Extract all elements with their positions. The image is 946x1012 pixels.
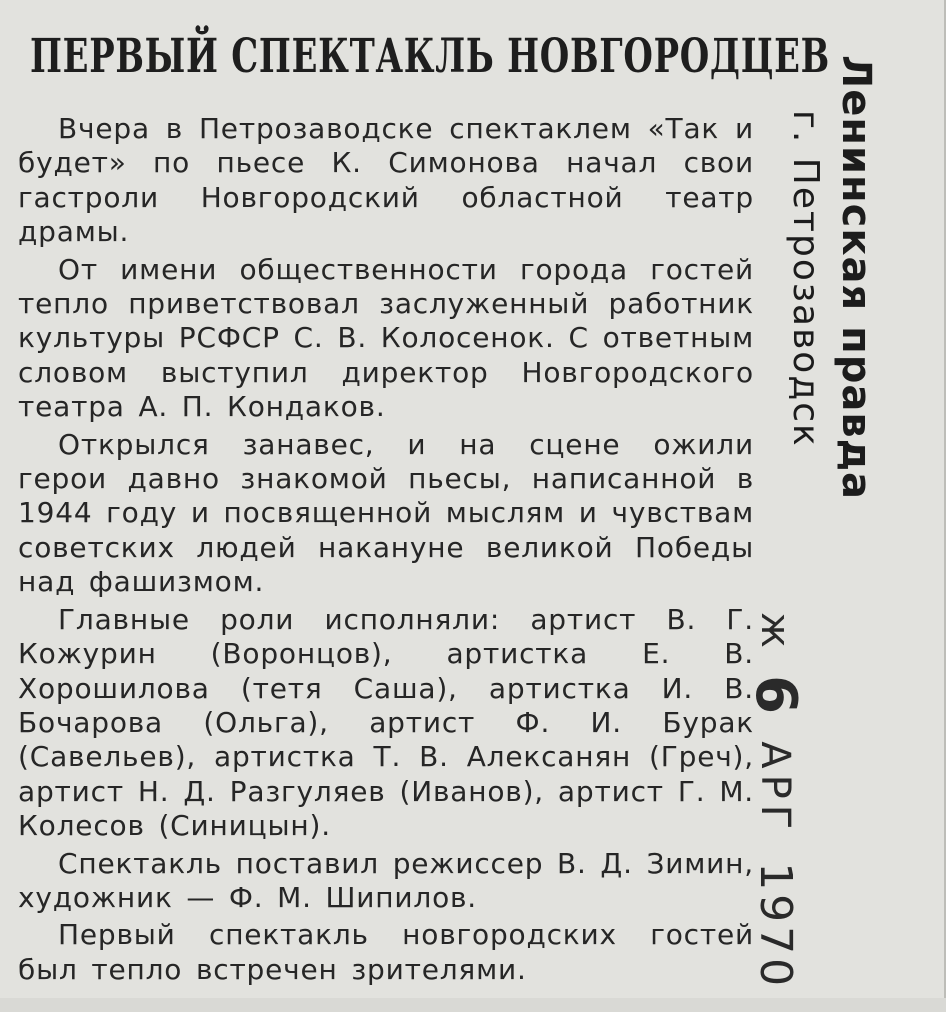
article-title: ПЕРВЫЙ СПЕКТАКЛЬ НОВГОРОДЦЕВ bbox=[30, 29, 831, 84]
article-paragraph: Спектакль поставил режиссер В. Д. Зимин, художник — Ф. М. Шипилов. bbox=[18, 846, 754, 914]
date-mark: ж bbox=[752, 612, 799, 649]
article-paragraph: Вчера в Петрозаводске спектаклем «Так и будет» по пьесе К. Симонова начал свои гастроли Новгородский областной театр драмы. bbox=[18, 112, 754, 249]
article-paragraph: Первый спектакль новгородских гостей был тепло встречен зрителями. bbox=[18, 918, 754, 986]
newspaper-name: Ленинская правда bbox=[833, 55, 879, 500]
article-body bbox=[18, 112, 754, 990]
date-year: 1970 bbox=[750, 862, 801, 991]
article-paragraph: От имени общественности города гостей тепло приветствовал заслуженный работник культуры РСФСР С. В. Колосенок. С ответным словом выступил директор Новгородского театра А. П. Кондаков. bbox=[18, 252, 754, 424]
newspaper-city: г. Петрозаводск bbox=[785, 110, 826, 448]
article-paragraph: Открылся занавес, и на сцене ожили герои давно знакомой пьесы, написанной в 1944 году и посвященной мыслям и чувствам советских людей накануне великой Победы над фашизмом. bbox=[18, 427, 754, 599]
date-day: 6 bbox=[743, 675, 808, 715]
date-stamp bbox=[743, 612, 808, 1012]
article-paragraph: Главные роли исполняли: артист В. Г. Кожурин (Воронцов), артистка Е. В. Хорошилова (тетя Саша), артистка И. В. Бочарова (Ольга), артист Ф. И. Бурак (Савельев), артистка Т. В. Алексанян (Греч), артист Н. Д. Разгуляев (Иванов), артист Г. М. Колесов (Синицын). bbox=[18, 602, 754, 843]
date-month: АРГ bbox=[752, 741, 799, 836]
